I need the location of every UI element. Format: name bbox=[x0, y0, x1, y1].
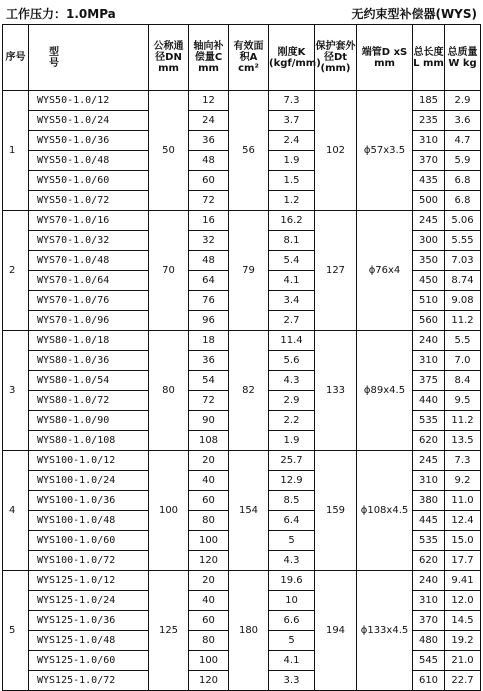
stiffness-cell: 4.3 bbox=[269, 371, 315, 391]
weight-cell: 3.6 bbox=[445, 111, 481, 131]
model-cell: WYS70-1.0/76 bbox=[29, 291, 149, 311]
length-cell: 535 bbox=[413, 531, 445, 551]
stiffness-cell: 2.2 bbox=[269, 411, 315, 431]
model-cell: WYS70-1.0/64 bbox=[29, 271, 149, 291]
pipe-cell: ϕ76x4 bbox=[357, 211, 413, 331]
spec-table bbox=[2, 24, 481, 691]
pipe-cell: ϕ133x4.5 bbox=[357, 571, 413, 691]
model-cell: WYS80-1.0/72 bbox=[29, 391, 149, 411]
length-cell: 620 bbox=[413, 431, 445, 451]
length-cell: 310 bbox=[413, 471, 445, 491]
model-cell: WYS125-1.0/36 bbox=[29, 611, 149, 631]
weight-cell: 21.0 bbox=[445, 651, 481, 671]
stiffness-cell: 8.5 bbox=[269, 491, 315, 511]
seq-cell: 1 bbox=[3, 91, 29, 211]
stroke-cell: 54 bbox=[189, 371, 229, 391]
col-pipe: 端管D xS mm bbox=[357, 25, 413, 91]
model-cell: WYS125-1.0/12 bbox=[29, 571, 149, 591]
seq-cell: 3 bbox=[3, 331, 29, 451]
dt-cell: 133 bbox=[315, 331, 357, 451]
stroke-cell: 120 bbox=[189, 551, 229, 571]
dt-cell: 194 bbox=[315, 571, 357, 691]
length-cell: 310 bbox=[413, 591, 445, 611]
weight-cell: 5.55 bbox=[445, 231, 481, 251]
stiffness-cell: 5.4 bbox=[269, 251, 315, 271]
weight-cell: 5.9 bbox=[445, 151, 481, 171]
area-cell: 82 bbox=[229, 331, 269, 451]
stiffness-cell: 25.7 bbox=[269, 451, 315, 471]
area-cell: 180 bbox=[229, 571, 269, 691]
length-cell: 240 bbox=[413, 331, 445, 351]
weight-cell: 5.06 bbox=[445, 211, 481, 231]
weight-cell: 11.2 bbox=[445, 311, 481, 331]
stroke-cell: 36 bbox=[189, 351, 229, 371]
model-cell: WYS70-1.0/16 bbox=[29, 211, 149, 231]
dn-cell: 100 bbox=[149, 451, 189, 571]
length-cell: 500 bbox=[413, 191, 445, 211]
length-cell: 310 bbox=[413, 131, 445, 151]
table-row bbox=[3, 451, 481, 471]
stiffness-cell: 1.2 bbox=[269, 191, 315, 211]
weight-cell: 4.7 bbox=[445, 131, 481, 151]
stroke-cell: 72 bbox=[189, 191, 229, 211]
model-cell: WYS125-1.0/24 bbox=[29, 591, 149, 611]
stroke-cell: 20 bbox=[189, 571, 229, 591]
model-cell: WYS80-1.0/108 bbox=[29, 431, 149, 451]
length-cell: 185 bbox=[413, 91, 445, 111]
seq-cell: 5 bbox=[3, 571, 29, 691]
stroke-cell: 96 bbox=[189, 311, 229, 331]
stroke-cell: 60 bbox=[189, 611, 229, 631]
stiffness-cell: 6.4 bbox=[269, 511, 315, 531]
length-cell: 435 bbox=[413, 171, 445, 191]
stiffness-cell: 6.6 bbox=[269, 611, 315, 631]
stroke-cell: 16 bbox=[189, 211, 229, 231]
length-cell: 510 bbox=[413, 291, 445, 311]
weight-cell: 9.41 bbox=[445, 571, 481, 591]
length-cell: 350 bbox=[413, 251, 445, 271]
stroke-cell: 24 bbox=[189, 111, 229, 131]
col-weight: 总质量W kg bbox=[445, 25, 481, 91]
table-row bbox=[3, 571, 481, 591]
stroke-cell: 40 bbox=[189, 591, 229, 611]
model-cell: WYS50-1.0/48 bbox=[29, 151, 149, 171]
stiffness-cell: 3.7 bbox=[269, 111, 315, 131]
length-cell: 620 bbox=[413, 551, 445, 571]
area-cell: 154 bbox=[229, 451, 269, 571]
area-cell: 79 bbox=[229, 211, 269, 331]
length-cell: 245 bbox=[413, 451, 445, 471]
stiffness-cell: 5 bbox=[269, 631, 315, 651]
length-cell: 380 bbox=[413, 491, 445, 511]
stiffness-cell: 3.3 bbox=[269, 671, 315, 691]
length-cell: 480 bbox=[413, 631, 445, 651]
col-seq: 序号 bbox=[3, 25, 29, 91]
weight-cell: 6.8 bbox=[445, 171, 481, 191]
stiffness-cell: 19.6 bbox=[269, 571, 315, 591]
dn-cell: 125 bbox=[149, 571, 189, 691]
model-cell: WYS125-1.0/48 bbox=[29, 631, 149, 651]
model-cell: WYS80-1.0/90 bbox=[29, 411, 149, 431]
stroke-cell: 64 bbox=[189, 271, 229, 291]
stiffness-cell: 7.3 bbox=[269, 91, 315, 111]
col-dn: 公称通径DN mm bbox=[149, 25, 189, 91]
page-header bbox=[0, 0, 483, 24]
weight-cell: 6.8 bbox=[445, 191, 481, 211]
length-cell: 310 bbox=[413, 351, 445, 371]
weight-cell: 7.0 bbox=[445, 351, 481, 371]
stroke-cell: 108 bbox=[189, 431, 229, 451]
working-pressure: 工作压力：1.0MPa bbox=[6, 7, 116, 21]
col-area: 有效面积A cm² bbox=[229, 25, 269, 91]
stiffness-cell: 5.6 bbox=[269, 351, 315, 371]
stiffness-cell: 4.3 bbox=[269, 551, 315, 571]
length-cell: 375 bbox=[413, 371, 445, 391]
dt-cell: 127 bbox=[315, 211, 357, 331]
stiffness-cell: 2.7 bbox=[269, 311, 315, 331]
model-cell: WYS70-1.0/48 bbox=[29, 251, 149, 271]
stiffness-cell: 1.5 bbox=[269, 171, 315, 191]
stroke-cell: 12 bbox=[189, 91, 229, 111]
table-row bbox=[3, 211, 481, 231]
weight-cell: 22.7 bbox=[445, 671, 481, 691]
weight-cell: 12.4 bbox=[445, 511, 481, 531]
length-cell: 535 bbox=[413, 411, 445, 431]
model-cell: WYS50-1.0/72 bbox=[29, 191, 149, 211]
stiffness-cell: 10 bbox=[269, 591, 315, 611]
stroke-cell: 100 bbox=[189, 651, 229, 671]
stroke-cell: 48 bbox=[189, 151, 229, 171]
length-cell: 440 bbox=[413, 391, 445, 411]
seq-cell: 2 bbox=[3, 211, 29, 331]
weight-cell: 7.3 bbox=[445, 451, 481, 471]
table-row bbox=[3, 331, 481, 351]
length-cell: 235 bbox=[413, 111, 445, 131]
stiffness-cell: 4.1 bbox=[269, 271, 315, 291]
stroke-cell: 60 bbox=[189, 491, 229, 511]
model-cell: WYS80-1.0/54 bbox=[29, 371, 149, 391]
dt-cell: 102 bbox=[315, 91, 357, 211]
stiffness-cell: 2.9 bbox=[269, 391, 315, 411]
weight-cell: 8.74 bbox=[445, 271, 481, 291]
model-cell: WYS80-1.0/18 bbox=[29, 331, 149, 351]
weight-cell: 8.4 bbox=[445, 371, 481, 391]
stroke-cell: 90 bbox=[189, 411, 229, 431]
model-cell: WYS50-1.0/60 bbox=[29, 171, 149, 191]
weight-cell: 12.0 bbox=[445, 591, 481, 611]
weight-cell: 9.2 bbox=[445, 471, 481, 491]
col-model: 型号 bbox=[29, 25, 149, 91]
pipe-cell: ϕ89x4.5 bbox=[357, 331, 413, 451]
dn-cell: 70 bbox=[149, 211, 189, 331]
stroke-cell: 18 bbox=[189, 331, 229, 351]
weight-cell: 11.0 bbox=[445, 491, 481, 511]
stiffness-cell: 11.4 bbox=[269, 331, 315, 351]
area-cell: 56 bbox=[229, 91, 269, 211]
length-cell: 560 bbox=[413, 311, 445, 331]
length-cell: 245 bbox=[413, 211, 445, 231]
weight-cell: 7.03 bbox=[445, 251, 481, 271]
col-length: 总长度L mm bbox=[413, 25, 445, 91]
weight-cell: 19.2 bbox=[445, 631, 481, 651]
weight-cell: 2.9 bbox=[445, 91, 481, 111]
stroke-cell: 80 bbox=[189, 631, 229, 651]
model-cell: WYS80-1.0/36 bbox=[29, 351, 149, 371]
weight-cell: 17.7 bbox=[445, 551, 481, 571]
weight-cell: 13.5 bbox=[445, 431, 481, 451]
length-cell: 370 bbox=[413, 151, 445, 171]
pipe-cell: ϕ108x4.5 bbox=[357, 451, 413, 571]
col-stroke: 轴向补偿量C mm bbox=[189, 25, 229, 91]
col-dt: 保护套外径Dt (mm) bbox=[315, 25, 357, 91]
length-cell: 240 bbox=[413, 571, 445, 591]
model-cell: WYS100-1.0/36 bbox=[29, 491, 149, 511]
col-stiffness: 刚度K (kgf/mm) bbox=[269, 25, 315, 91]
weight-cell: 15.0 bbox=[445, 531, 481, 551]
table-body bbox=[3, 91, 481, 691]
length-cell: 445 bbox=[413, 511, 445, 531]
model-cell: WYS125-1.0/60 bbox=[29, 651, 149, 671]
stiffness-cell: 12.9 bbox=[269, 471, 315, 491]
stiffness-cell: 8.1 bbox=[269, 231, 315, 251]
model-cell: WYS100-1.0/72 bbox=[29, 551, 149, 571]
stroke-cell: 36 bbox=[189, 131, 229, 151]
stroke-cell: 32 bbox=[189, 231, 229, 251]
weight-cell: 11.2 bbox=[445, 411, 481, 431]
stiffness-cell: 1.9 bbox=[269, 431, 315, 451]
weight-cell: 14.5 bbox=[445, 611, 481, 631]
weight-cell: 5.5 bbox=[445, 331, 481, 351]
model-cell: WYS100-1.0/12 bbox=[29, 451, 149, 471]
seq-cell: 4 bbox=[3, 451, 29, 571]
length-cell: 610 bbox=[413, 671, 445, 691]
table-row bbox=[3, 91, 481, 111]
model-cell: WYS100-1.0/24 bbox=[29, 471, 149, 491]
stroke-cell: 40 bbox=[189, 471, 229, 491]
stroke-cell: 60 bbox=[189, 171, 229, 191]
stroke-cell: 76 bbox=[189, 291, 229, 311]
stroke-cell: 20 bbox=[189, 451, 229, 471]
weight-cell: 9.08 bbox=[445, 291, 481, 311]
stiffness-cell: 2.4 bbox=[269, 131, 315, 151]
model-cell: WYS70-1.0/32 bbox=[29, 231, 149, 251]
model-cell: WYS50-1.0/12 bbox=[29, 91, 149, 111]
pipe-cell: ϕ57x3.5 bbox=[357, 91, 413, 211]
length-cell: 370 bbox=[413, 611, 445, 631]
dn-cell: 50 bbox=[149, 91, 189, 211]
stiffness-cell: 5 bbox=[269, 531, 315, 551]
stroke-cell: 48 bbox=[189, 251, 229, 271]
length-cell: 450 bbox=[413, 271, 445, 291]
stiffness-cell: 1.9 bbox=[269, 151, 315, 171]
stroke-cell: 72 bbox=[189, 391, 229, 411]
dn-cell: 80 bbox=[149, 331, 189, 451]
stiffness-cell: 3.4 bbox=[269, 291, 315, 311]
stroke-cell: 80 bbox=[189, 511, 229, 531]
length-cell: 545 bbox=[413, 651, 445, 671]
stroke-cell: 100 bbox=[189, 531, 229, 551]
document-title: 无约束型补偿器(WYS) bbox=[351, 7, 477, 21]
weight-cell: 9.5 bbox=[445, 391, 481, 411]
stroke-cell: 120 bbox=[189, 671, 229, 691]
dt-cell: 159 bbox=[315, 451, 357, 571]
stiffness-cell: 16.2 bbox=[269, 211, 315, 231]
model-cell: WYS50-1.0/24 bbox=[29, 111, 149, 131]
model-cell: WYS50-1.0/36 bbox=[29, 131, 149, 151]
length-cell: 300 bbox=[413, 231, 445, 251]
stiffness-cell: 4.1 bbox=[269, 651, 315, 671]
model-cell: WYS125-1.0/72 bbox=[29, 671, 149, 691]
table-header-row bbox=[3, 25, 481, 91]
model-cell: WYS100-1.0/48 bbox=[29, 511, 149, 531]
model-cell: WYS100-1.0/60 bbox=[29, 531, 149, 551]
model-cell: WYS70-1.0/96 bbox=[29, 311, 149, 331]
